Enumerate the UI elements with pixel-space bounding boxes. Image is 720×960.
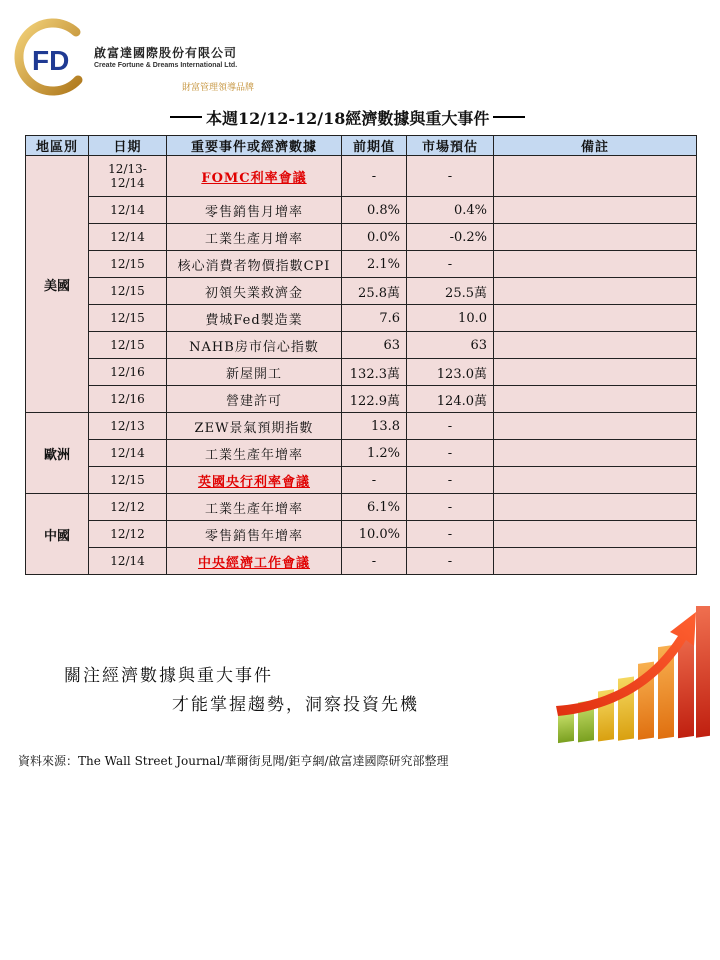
table-row xyxy=(26,156,697,197)
note-cell xyxy=(494,359,697,386)
note-cell xyxy=(494,386,697,413)
forecast-value-cell: 0.4% xyxy=(407,197,494,224)
event-cell: 英國央行利率會議 xyxy=(167,467,342,494)
table-row xyxy=(26,440,697,467)
forecast-value-cell: 124.0萬 xyxy=(407,386,494,413)
header-forecast: 市場預估 xyxy=(407,136,494,156)
table-row xyxy=(26,467,697,494)
company-name-en: Create Fortune & Dreams International Ltd. xyxy=(94,62,238,69)
region-cell: 中國 xyxy=(26,494,89,575)
table-row xyxy=(26,332,697,359)
date-cell: 12/12 xyxy=(89,494,167,521)
event-cell: 工業生產月增率 xyxy=(167,224,342,251)
date-cell: 12/15 xyxy=(89,278,167,305)
company-logo xyxy=(14,14,254,98)
date-cell: 12/12 xyxy=(89,521,167,548)
date-cell: 12/15 xyxy=(89,305,167,332)
date-cell: 12/13- 12/14 xyxy=(89,156,167,197)
table-row xyxy=(26,251,697,278)
date-cell: 12/14 xyxy=(89,224,167,251)
table-row xyxy=(26,413,697,440)
table-row xyxy=(26,305,697,332)
previous-value-cell: 10.0% xyxy=(342,521,407,548)
date-cell: 12/16 xyxy=(89,386,167,413)
note-cell xyxy=(494,413,697,440)
header-event: 重要事件或經濟數據 xyxy=(167,136,342,156)
page-title xyxy=(170,106,560,128)
region-cell: 歐洲 xyxy=(26,413,89,494)
forecast-value-cell: - xyxy=(407,251,494,278)
slogan-line-2: 才能掌握趨勢，洞察投資先機 xyxy=(172,695,419,715)
previous-value-cell: 25.8萬 xyxy=(342,278,407,305)
note-cell xyxy=(494,332,697,359)
note-cell xyxy=(494,548,697,575)
table-header-row xyxy=(26,136,697,156)
event-cell: 費城Fed製造業 xyxy=(167,305,342,332)
region-cell: 美國 xyxy=(26,156,89,413)
event-cell: 核心消費者物價指數CPI xyxy=(167,251,342,278)
svg-text:FD: FD xyxy=(32,45,70,76)
date-cell: 12/14 xyxy=(89,548,167,575)
event-cell: 工業生產年增率 xyxy=(167,494,342,521)
previous-value-cell: - xyxy=(342,156,407,197)
forecast-value-cell: - xyxy=(407,467,494,494)
fd-logo-icon xyxy=(14,18,92,96)
table-body xyxy=(26,156,697,575)
previous-value-cell: 7.6 xyxy=(342,305,407,332)
forecast-value-cell: 10.0 xyxy=(407,305,494,332)
title-rule-left xyxy=(170,116,202,118)
date-cell: 12/15 xyxy=(89,251,167,278)
date-cell: 12/16 xyxy=(89,359,167,386)
header-note: 備註 xyxy=(494,136,697,156)
event-cell: ZEW景氣預期指數 xyxy=(167,413,342,440)
previous-value-cell: - xyxy=(342,467,407,494)
table-row xyxy=(26,278,697,305)
growth-bar-chart-icon xyxy=(552,606,714,746)
note-cell xyxy=(494,494,697,521)
title-text: 本週12/12-12/18經濟數據與重大事件 xyxy=(206,108,490,128)
previous-value-cell: 0.0% xyxy=(342,224,407,251)
date-cell: 12/14 xyxy=(89,197,167,224)
event-cell: 中央經濟工作會議 xyxy=(167,548,342,575)
event-cell: 初領失業救濟金 xyxy=(167,278,342,305)
title-rule-right xyxy=(493,116,525,118)
event-cell: 零售銷售月增率 xyxy=(167,197,342,224)
forecast-value-cell: 25.5萬 xyxy=(407,278,494,305)
company-name: 啟富達國際股份有限公司 xyxy=(94,46,238,60)
forecast-value-cell: - xyxy=(407,521,494,548)
table-row xyxy=(26,386,697,413)
event-cell: 營建許可 xyxy=(167,386,342,413)
note-cell xyxy=(494,224,697,251)
table-row xyxy=(26,548,697,575)
note-cell xyxy=(494,197,697,224)
event-cell: 工業生產年增率 xyxy=(167,440,342,467)
table-row xyxy=(26,359,697,386)
previous-value-cell: 13.8 xyxy=(342,413,407,440)
previous-value-cell: 1.2% xyxy=(342,440,407,467)
previous-value-cell: 63 xyxy=(342,332,407,359)
event-cell: FOMC利率會議 xyxy=(167,156,342,197)
event-cell: 零售銷售年增率 xyxy=(167,521,342,548)
slogan-line-1: 關注經濟數據與重大事件 xyxy=(64,666,273,686)
forecast-value-cell: - xyxy=(407,548,494,575)
previous-value-cell: - xyxy=(342,548,407,575)
table-row xyxy=(26,197,697,224)
events-table xyxy=(25,135,697,575)
company-slogan: 財富管理領導品牌 xyxy=(182,83,255,93)
note-cell xyxy=(494,440,697,467)
date-cell: 12/15 xyxy=(89,332,167,359)
event-cell: NAHB房市信心指數 xyxy=(167,332,342,359)
date-cell: 12/13 xyxy=(89,413,167,440)
note-cell xyxy=(494,278,697,305)
event-cell: 新屋開工 xyxy=(167,359,342,386)
date-cell: 12/14 xyxy=(89,440,167,467)
table-row xyxy=(26,494,697,521)
previous-value-cell: 6.1% xyxy=(342,494,407,521)
forecast-value-cell: - xyxy=(407,494,494,521)
table-row xyxy=(26,224,697,251)
forecast-value-cell: -0.2% xyxy=(407,224,494,251)
previous-value-cell: 132.3萬 xyxy=(342,359,407,386)
data-source-note: 資料來源：The Wall Street Journal/華爾街見聞/鉅亨網/啟富達國際研究部整理 xyxy=(18,754,449,768)
previous-value-cell: 122.9萬 xyxy=(342,386,407,413)
header-date: 日期 xyxy=(89,136,167,156)
note-cell xyxy=(494,251,697,278)
forecast-value-cell: 63 xyxy=(407,332,494,359)
note-cell xyxy=(494,467,697,494)
note-cell xyxy=(494,521,697,548)
header-previous: 前期值 xyxy=(342,136,407,156)
header-region: 地區別 xyxy=(26,136,89,156)
previous-value-cell: 0.8% xyxy=(342,197,407,224)
previous-value-cell: 2.1% xyxy=(342,251,407,278)
date-cell: 12/15 xyxy=(89,467,167,494)
forecast-value-cell: - xyxy=(407,413,494,440)
note-cell xyxy=(494,156,697,197)
table-row xyxy=(26,521,697,548)
note-cell xyxy=(494,305,697,332)
forecast-value-cell: - xyxy=(407,440,494,467)
forecast-value-cell: - xyxy=(407,156,494,197)
forecast-value-cell: 123.0萬 xyxy=(407,359,494,386)
